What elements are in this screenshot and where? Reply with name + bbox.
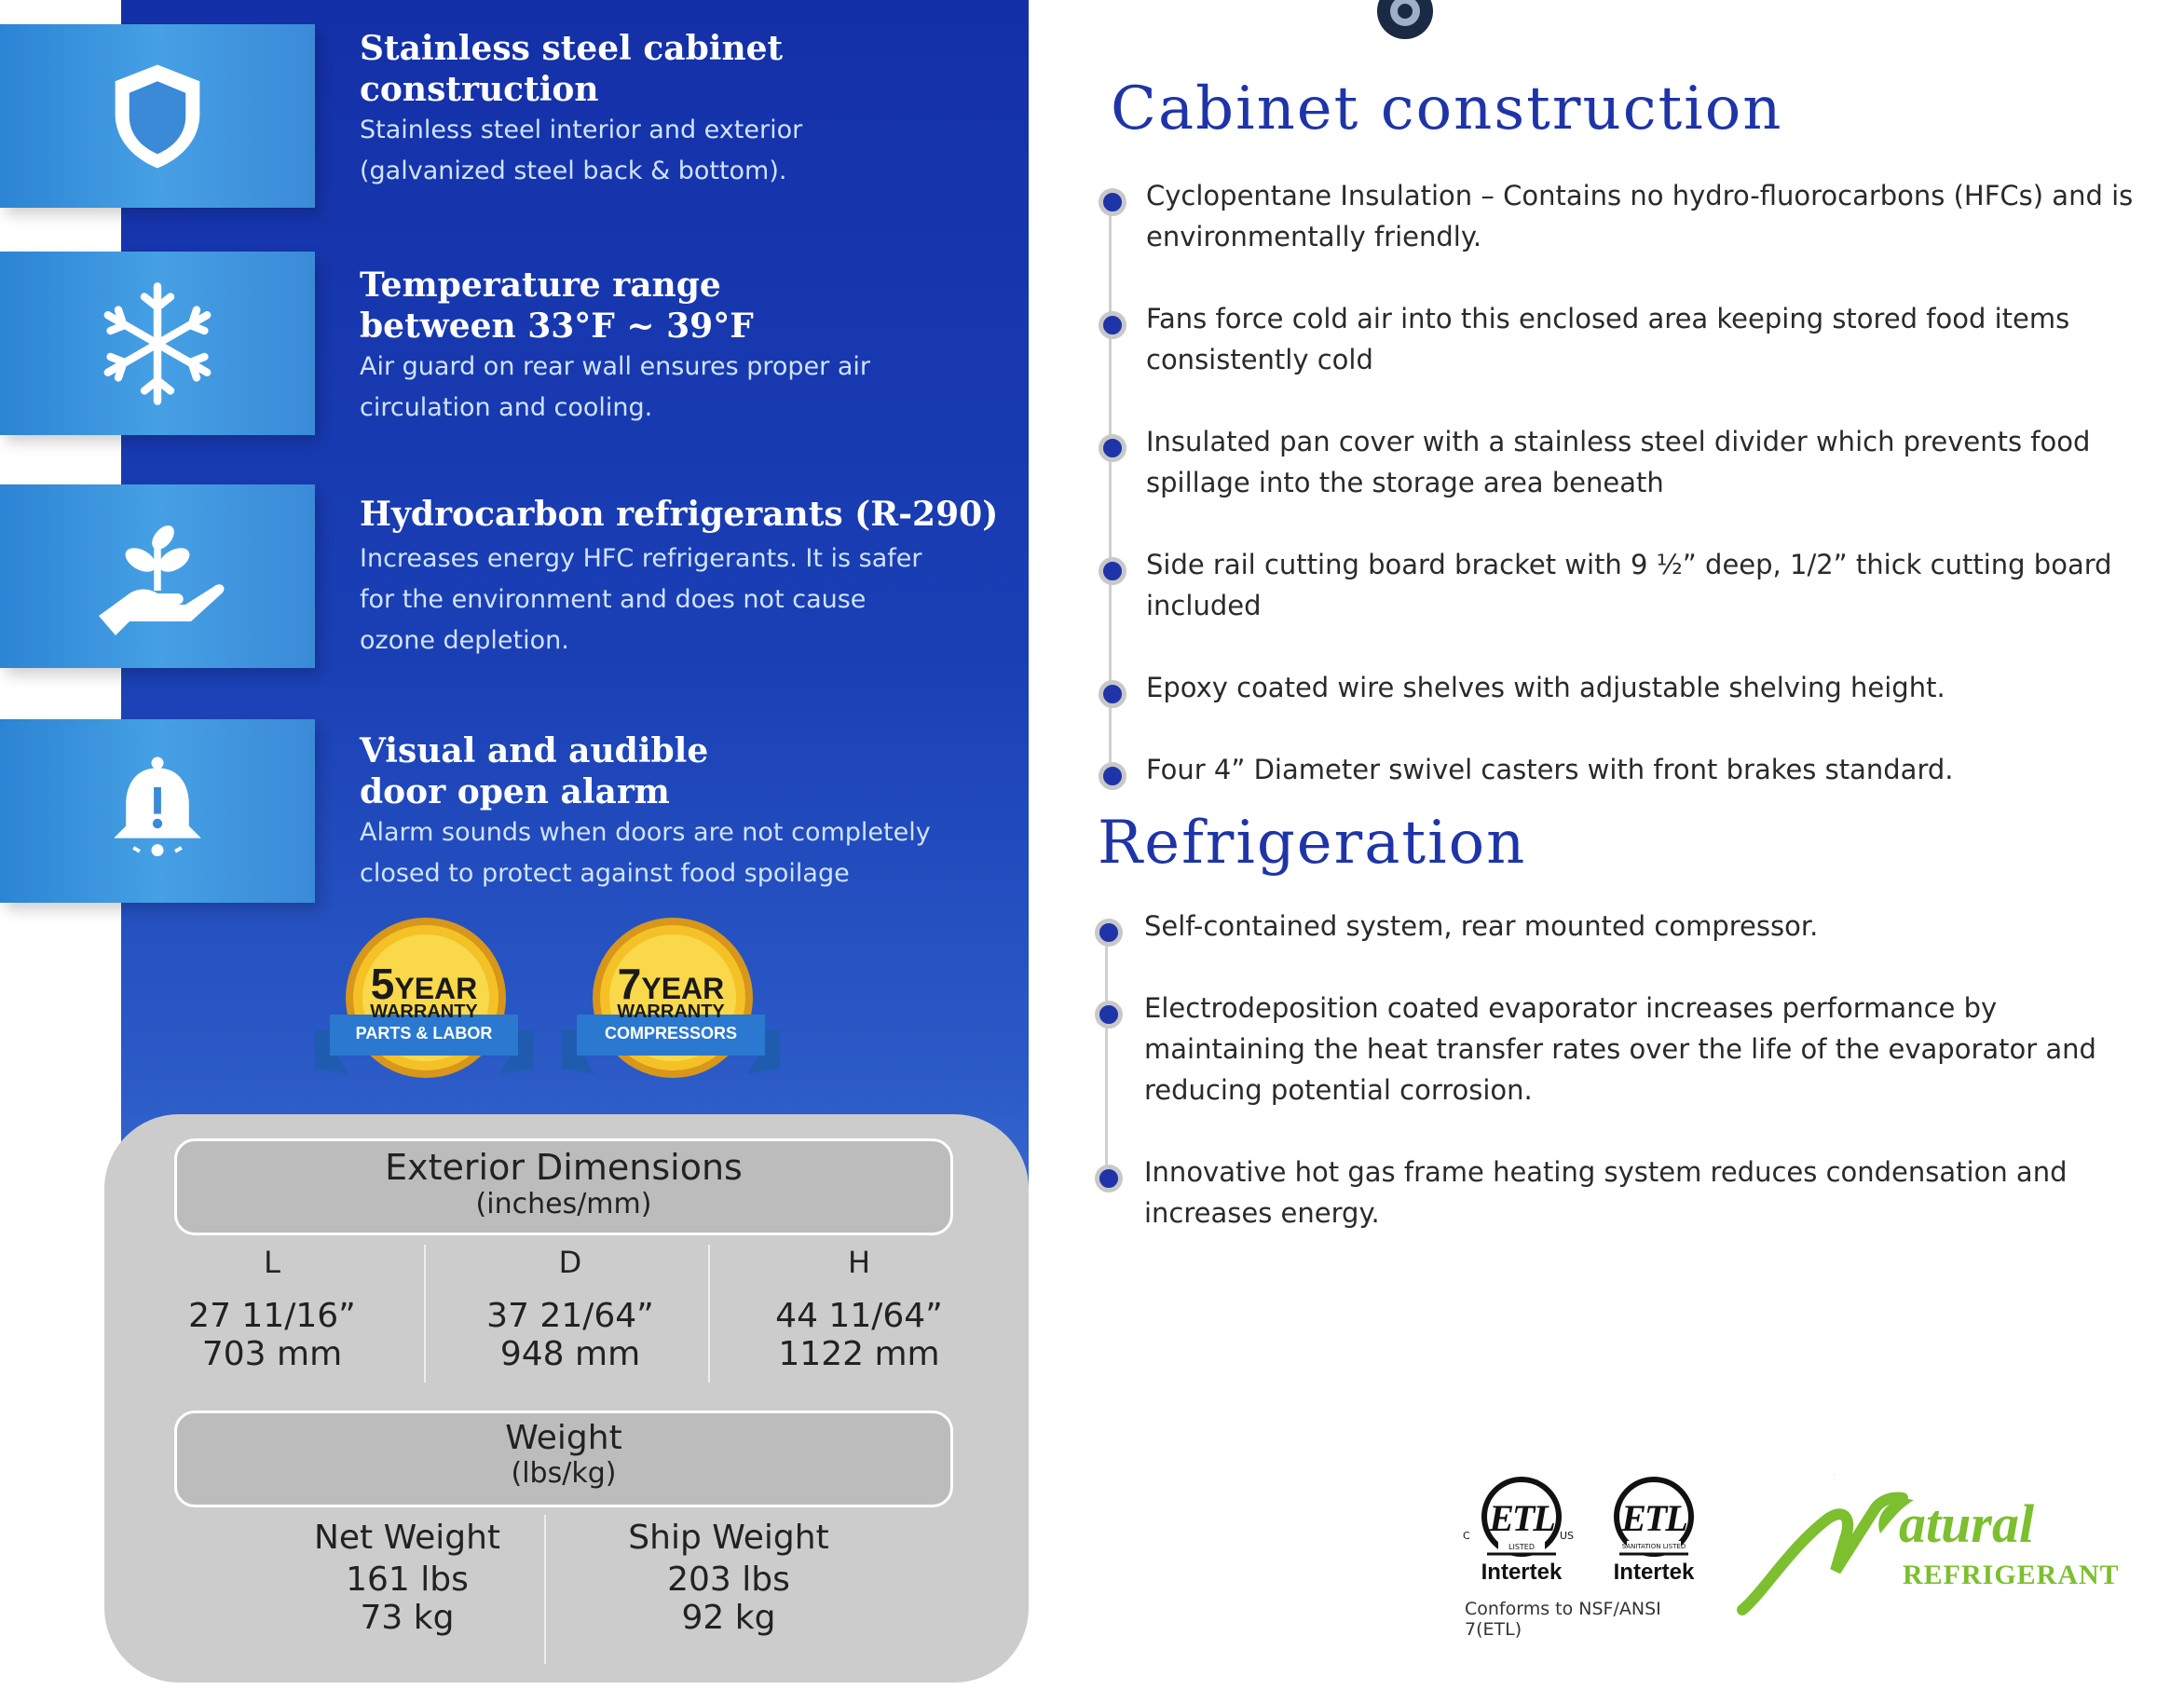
logo-sub: REFRIGERANT	[1903, 1560, 2120, 1590]
bullet-icon	[1095, 1001, 1123, 1029]
bullet-icon	[1099, 434, 1126, 462]
etl-mark-text: ETL	[1621, 1497, 1686, 1539]
feature-title: Temperature range between 33°F ~ 39°F	[360, 266, 754, 346]
weight-label: Net Weight	[313, 1519, 501, 1557]
feature-tile-1	[0, 24, 315, 208]
dimension-inches: 37 21/64”	[486, 1297, 654, 1335]
dimension-depth	[449, 1245, 691, 1373]
logo-big-letter: N	[1834, 1474, 1835, 1475]
dimension-length	[160, 1245, 384, 1373]
feature-4	[360, 730, 1012, 894]
feature-3	[360, 494, 1012, 661]
warranty-ribbon-text: PARTS & LABOR	[355, 1024, 493, 1043]
etl-small-text: LISTED	[1508, 1543, 1535, 1551]
refrigeration-item: Innovative hot gas frame heating system reduces condensation and increases energy.	[1144, 1156, 2068, 1229]
alarm-bell-icon	[97, 751, 218, 872]
feature-tile-3	[0, 484, 315, 668]
weight-lbs: 161 lbs	[346, 1561, 469, 1599]
feature-title: Stainless steel cabinet construction	[360, 29, 784, 109]
intertek-brand: Intertek	[1613, 1560, 1695, 1585]
feature-2	[360, 265, 1012, 429]
cabinet-item: Four 4” Diameter swivel casters with front brakes standard.	[1146, 754, 1954, 785]
weight-header	[174, 1411, 953, 1507]
dimension-inches: 27 11/16”	[188, 1297, 356, 1335]
snowflake-icon	[92, 279, 223, 409]
conforms-text: Conforms to NSF/ANSI 7(ETL)	[1465, 1599, 1661, 1640]
weight-unit: (lbs/kg)	[511, 1457, 617, 1490]
warranty-word: WARRANTY	[617, 1002, 725, 1022]
net-weight	[281, 1519, 533, 1637]
warranty-word: WARRANTY	[370, 1002, 478, 1022]
cabinet-item: Cyclopentane Insulation – Contains no hydro-fluorocarbons (HFCs) and is environmentally friendly.	[1146, 180, 2134, 252]
natural-refrigerant-logo	[1735, 1474, 2126, 1621]
etl-mark-text: ETL	[1489, 1497, 1554, 1539]
dimension-label: L	[264, 1245, 280, 1280]
feature-desc: Alarm sounds when doors are not completely closed to protect against food spoilage	[360, 818, 931, 888]
bullet-icon	[1099, 311, 1126, 339]
dimension-label: H	[847, 1245, 871, 1280]
dimension-mm: 948 mm	[499, 1335, 641, 1373]
refrigeration-item: Electrodeposition coated evaporator increases performance by maintaining the heat transfer rates over the life of the evaporator and reducing potential corrosion.	[1144, 992, 2096, 1106]
dimensions-header	[174, 1138, 953, 1235]
feature-tile-2	[0, 252, 315, 435]
bullet-icon	[1099, 557, 1126, 585]
warranty-number: 5	[370, 960, 395, 1008]
refrigeration-item: Self-contained system, rear mounted compressor.	[1144, 910, 1819, 942]
feature-desc: Stainless steel interior and exterior (galvanized steel back & bottom).	[360, 116, 803, 185]
dimensions-unit: (inches/mm)	[475, 1188, 652, 1220]
cabinet-item: Side rail cutting board bracket with 9 ½” deep, 1/2” thick cutting board included	[1146, 549, 2112, 621]
etl-sanitation-mark	[1603, 1476, 1705, 1588]
feature-title: Visual and audible door open alarm	[360, 731, 709, 811]
cabinet-item: Epoxy coated wire shelves with adjustable shelving height.	[1146, 672, 1945, 703]
logo-word: atural	[1899, 1493, 2035, 1554]
weight-kg: 92 kg	[681, 1599, 776, 1637]
feature-1	[360, 28, 1012, 192]
etl-listed-mark	[1463, 1476, 1575, 1588]
bullet-icon	[1099, 188, 1126, 216]
dimensions-card	[104, 1114, 1029, 1683]
cabinet-item: Fans force cold air into this enclosed area keeping stored food items consistently cold	[1146, 303, 2070, 375]
etl-small-text: SANITATION LISTED	[1621, 1543, 1686, 1550]
bullet-icon	[1095, 1165, 1123, 1193]
caster-icon	[1375, 0, 1435, 39]
warranty-badge-7	[554, 918, 787, 1090]
shield-icon	[99, 58, 216, 175]
ship-weight	[589, 1519, 868, 1637]
warranty-year: YEAR	[641, 972, 725, 1005]
weight-title: Weight	[505, 1419, 622, 1457]
feature-desc: Air guard on rear wall ensures proper air circulation and cooling.	[360, 352, 870, 422]
divider	[544, 1515, 546, 1664]
warranty-badge-5	[307, 918, 540, 1090]
dimension-inches: 44 11/64”	[775, 1297, 943, 1335]
warranty-ribbon-text: COMPRESSORS	[604, 1024, 738, 1043]
bullet-icon	[1099, 680, 1126, 708]
cabinet-item: Insulated pan cover with a stainless steel divider which prevents food spillage into the storage area beneath	[1146, 426, 2091, 498]
feature-tile-4	[0, 719, 315, 903]
weight-kg: 73 kg	[360, 1599, 455, 1637]
etl-us-text: US	[1560, 1530, 1575, 1542]
cabinet-heading: Cabinet construction	[1111, 75, 1783, 143]
feature-desc: Increases energy HFC refrigerants. It is safer for the environment and does not cause ozone depletion.	[360, 544, 922, 655]
weight-lbs: 203 lbs	[667, 1561, 790, 1599]
dimension-height	[729, 1245, 990, 1373]
etl-c-text: C	[1463, 1530, 1470, 1542]
dimension-mm: 1122 mm	[778, 1335, 940, 1373]
divider	[708, 1245, 710, 1383]
divider	[424, 1245, 426, 1383]
feature-title: Hydrocarbon refrigerants (R-290)	[360, 495, 999, 534]
intertek-brand: Intertek	[1481, 1560, 1563, 1585]
bullet-icon	[1099, 762, 1126, 790]
bullet-connector	[1105, 930, 1108, 1179]
warranty-year: YEAR	[394, 972, 478, 1005]
warranty-number: 7	[617, 960, 642, 1008]
weight-label: Ship Weight	[628, 1519, 829, 1557]
bullet-icon	[1095, 919, 1123, 947]
dimension-label: D	[558, 1245, 582, 1280]
dimension-mm: 703 mm	[201, 1335, 343, 1373]
dimensions-title: Exterior Dimensions	[385, 1147, 743, 1188]
refrigeration-heading: Refrigeration	[1098, 809, 1527, 878]
plant-hand-icon	[88, 507, 227, 647]
